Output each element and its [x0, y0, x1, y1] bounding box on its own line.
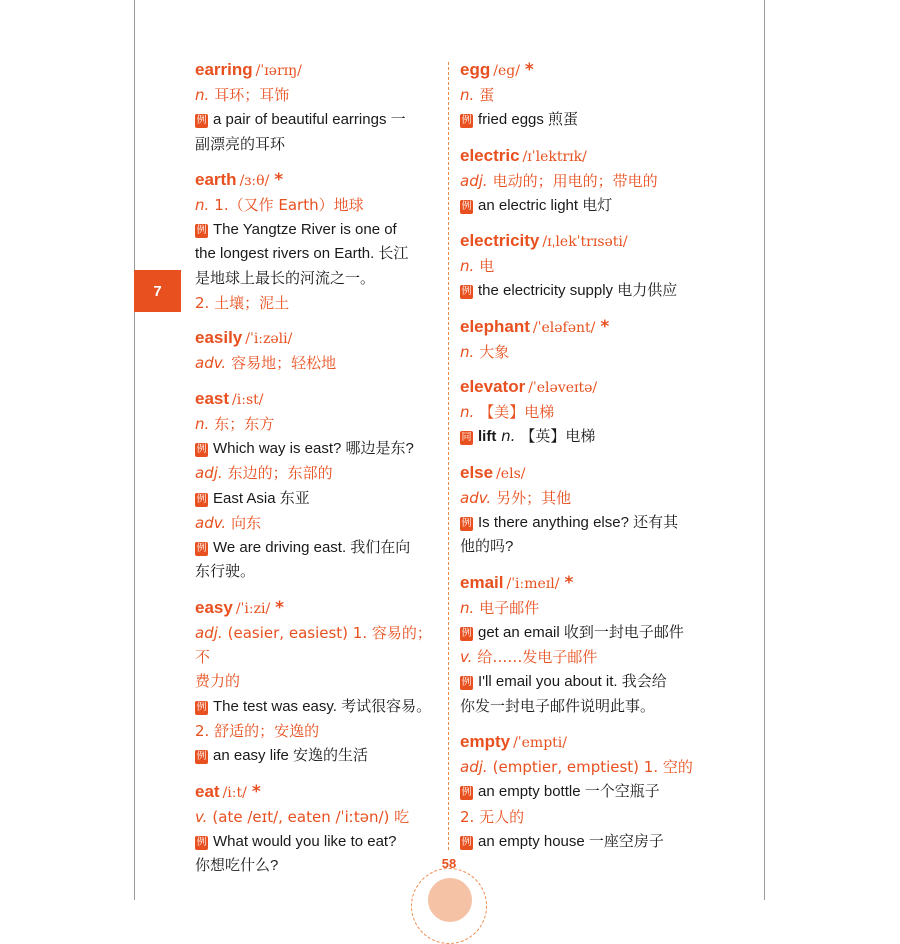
definition-line	[195, 461, 441, 485]
headword: electricity	[460, 231, 540, 251]
example-badge-icon: 例	[461, 677, 472, 689]
definition-line	[195, 621, 441, 670]
dictionary-entry	[460, 58, 720, 133]
definition-text: 费力的	[195, 672, 241, 691]
pronunciation: /ɜːθ/	[239, 172, 270, 189]
headword: elephant	[460, 316, 530, 336]
example-line	[460, 779, 720, 804]
key-word-star-icon: *	[564, 572, 574, 593]
headword: egg	[460, 60, 491, 79]
definition-text: 耳环；耳饰	[214, 86, 290, 104]
entry-headword-line	[195, 780, 441, 805]
dictionary-entry	[195, 780, 441, 879]
definition-line	[460, 755, 720, 779]
left-column	[195, 58, 441, 889]
example-text: Is there anything else? 还有其	[478, 513, 679, 531]
part-of-speech: adj.	[460, 758, 488, 777]
pronunciation: /ˈɪərɪŋ/	[255, 63, 302, 79]
example-badge-icon: 例	[461, 787, 472, 799]
headword: empty	[460, 732, 511, 752]
example-badge-icon: 例	[461, 627, 472, 639]
pronunciation: /ˈiːmeɪl/	[506, 575, 560, 592]
headword: earth	[195, 169, 237, 189]
synonym-word: lift	[478, 428, 497, 446]
headword: elevator	[460, 377, 526, 397]
part-of-speech: v.	[195, 807, 208, 826]
pronunciation: /ˈeləveɪtə/	[528, 380, 598, 397]
example-badge-icon: 例	[196, 493, 207, 505]
example-line	[460, 107, 720, 132]
column-divider	[448, 62, 449, 850]
part-of-speech: n.	[460, 257, 475, 276]
part-of-speech: adv.	[195, 513, 227, 532]
example-badge-icon: 例	[461, 286, 472, 298]
pronunciation: /ˈempti/	[513, 735, 567, 752]
definition-text: (easier, easiest) 1. 容易的；不	[195, 623, 432, 667]
part-of-speech: adv.	[460, 488, 492, 507]
pronunciation: /ɪˌlekˈtrɪsəti/	[542, 234, 628, 251]
definition-text: (emptier, emptiest) 1. 空的	[492, 758, 693, 777]
headword: easily	[195, 328, 243, 348]
page-number-blob	[428, 878, 472, 922]
example-badge-icon: 例	[461, 836, 472, 848]
example-line	[195, 694, 441, 719]
definition-text: 2. 土壤；泥土	[195, 294, 290, 313]
example-text: Which way is east? 哪边是东?	[213, 439, 414, 457]
example-text: an easy life 安逸的生活	[213, 747, 369, 765]
definition-text: 【美】电梯	[479, 403, 555, 422]
entry-headword-line	[195, 326, 441, 351]
example-text: The Yangtze River is one of	[213, 221, 397, 239]
key-word-star-icon: *	[600, 316, 610, 337]
example-text: the electricity supply 电力供应	[478, 282, 678, 300]
example-badge-icon: 例	[196, 225, 207, 237]
example-badge-icon: 例	[196, 836, 207, 848]
example-line	[195, 535, 441, 560]
example-line	[195, 829, 441, 854]
definition-line	[460, 596, 720, 620]
definition-line	[460, 254, 720, 278]
pronunciation: /eg/	[493, 63, 520, 79]
part-of-speech: adj.	[460, 171, 488, 190]
entry-headword-line	[460, 229, 720, 254]
example-badge-icon: 例	[196, 751, 207, 763]
pronunciation: /ɪˈlektrɪk/	[522, 148, 587, 165]
definition-text: 电	[479, 257, 495, 276]
pronunciation: /els/	[496, 465, 526, 482]
example-line	[195, 486, 441, 511]
definition-line	[460, 169, 720, 193]
example-continuation: 你想吃什么?	[195, 857, 279, 875]
definition-text: 蛋	[479, 86, 495, 104]
example-text: an electric light 电灯	[478, 196, 613, 214]
part-of-speech: n.	[460, 342, 475, 361]
part-of-speech: n.	[195, 86, 210, 104]
example-badge-icon: 例	[461, 200, 472, 212]
definition-line	[460, 486, 720, 510]
part-of-speech: n.	[460, 598, 475, 617]
definition-text: 向东	[231, 513, 262, 532]
dictionary-entry	[195, 387, 441, 585]
part-of-speech: n.	[460, 403, 475, 422]
part-of-speech: adj.	[195, 623, 223, 642]
example-line	[460, 510, 720, 535]
definition-text: 2. 舒适的；安逸的	[195, 721, 320, 740]
example-continuation: the longest rivers on Earth. 长江	[195, 245, 409, 263]
dictionary-entry	[460, 571, 720, 719]
definition-text: 2. 无人的	[460, 807, 525, 826]
definition-text: 另外；其他	[496, 488, 572, 507]
definition-line	[195, 291, 441, 315]
entry-headword-line	[460, 315, 720, 340]
chapter-thumb-tab: 7	[134, 270, 181, 312]
entry-headword-line	[195, 168, 441, 193]
entry-headword-line	[460, 461, 720, 486]
example-continuation: 副漂亮的耳环	[195, 135, 286, 153]
dictionary-entry	[195, 596, 441, 769]
definition-text: 东；东方	[214, 414, 275, 433]
dictionary-entry	[460, 229, 720, 304]
part-of-speech: adv.	[195, 354, 227, 373]
definition-line	[460, 645, 720, 669]
example-line	[460, 829, 720, 854]
definition-line	[195, 669, 441, 693]
headword: east	[195, 388, 230, 408]
example-text: get an email 收到一封电子邮件	[478, 623, 684, 641]
entry-headword-line	[195, 58, 441, 83]
dictionary-entry	[195, 168, 441, 315]
example-text: I'll email you about it. 我会给	[478, 673, 667, 691]
part-of-speech: n.	[460, 86, 475, 104]
headword: electric	[460, 145, 520, 165]
definition-line	[460, 340, 720, 364]
example-line	[195, 107, 441, 132]
example-badge-icon: 例	[461, 115, 472, 127]
headword: email	[460, 572, 504, 592]
dictionary-entry	[460, 375, 720, 450]
headword: else	[460, 462, 494, 482]
pronunciation: /iːt/	[222, 784, 247, 801]
example-continuation: 是地球上最长的河流之一。	[195, 269, 376, 287]
example-continuation: 他的吗?	[460, 538, 514, 556]
entry-headword-line	[460, 58, 720, 83]
key-word-star-icon: *	[275, 597, 285, 618]
example-badge-icon: 例	[196, 701, 207, 713]
entry-headword-line	[460, 144, 720, 169]
example-line	[460, 620, 720, 645]
dictionary-entry	[195, 58, 441, 157]
definition-text: 电子邮件	[479, 598, 540, 617]
synonym-text: 【英】电梯	[520, 427, 596, 446]
pronunciation: /iːst/	[232, 391, 264, 408]
example-line	[195, 217, 441, 242]
example-line	[460, 193, 720, 218]
example-continuation: 东行驶。	[195, 563, 256, 581]
pronunciation: /ˈiːzəli/	[245, 331, 293, 348]
example-text: We are driving east. 我们在向	[213, 539, 411, 557]
example-badge-icon: 例	[461, 517, 472, 529]
definition-line	[195, 83, 441, 107]
example-badge-icon: 例	[196, 115, 207, 127]
key-word-star-icon: *	[251, 781, 261, 802]
key-word-star-icon: *	[274, 169, 284, 190]
definition-text: (ate /eɪt/, eaten /ˈiːtən/) 吃	[212, 807, 410, 826]
right-column	[460, 58, 720, 865]
entry-headword-line	[460, 375, 720, 400]
part-of-speech: n.	[501, 427, 516, 446]
example-text: an empty bottle 一个空瓶子	[478, 783, 660, 801]
definition-line	[460, 805, 720, 829]
entry-headword-line	[460, 571, 720, 596]
entry-headword-line	[460, 730, 720, 755]
example-badge-icon: 例	[196, 443, 207, 455]
example-badge-icon: 例	[196, 543, 207, 555]
synonym-badge-icon: 同	[461, 432, 472, 444]
pronunciation: /ˈeləfənt/	[532, 319, 596, 336]
definition-text: 大象	[479, 342, 510, 361]
entry-headword-line	[195, 387, 441, 412]
dictionary-entry	[460, 144, 720, 219]
example-text: a pair of beautiful earrings 一	[213, 111, 406, 129]
key-word-star-icon: *	[524, 60, 534, 80]
example-text: East Asia 东亚	[213, 489, 310, 507]
pronunciation: /ˈiːzi/	[235, 600, 271, 617]
example-text: What would you like to eat?	[213, 832, 397, 850]
definition-line	[195, 719, 441, 743]
part-of-speech: v.	[460, 648, 473, 667]
dictionary-entry	[460, 461, 720, 560]
definition-line	[195, 351, 441, 375]
example-text: an empty house 一座空房子	[478, 832, 664, 850]
definition-text: 1.（又作 Earth）地球	[214, 195, 364, 214]
example-line	[195, 743, 441, 768]
definition-line	[195, 511, 441, 535]
definition-text: 容易地；轻松地	[231, 354, 337, 373]
example-continuation: 你发一封电子邮件说明此事。	[460, 697, 656, 715]
dictionary-entry	[195, 326, 441, 375]
dictionary-entry	[460, 730, 720, 854]
part-of-speech: n.	[195, 414, 210, 433]
definition-line	[195, 193, 441, 217]
part-of-speech: n.	[195, 195, 210, 214]
definition-line	[460, 400, 720, 424]
example-text: The test was easy. 考试很容易。	[213, 697, 432, 715]
definition-text: 电动的；用电的；带电的	[492, 171, 658, 190]
entry-headword-line	[195, 596, 441, 621]
example-line	[460, 669, 720, 694]
definition-line	[195, 805, 441, 829]
example-line	[195, 436, 441, 461]
synonym-line	[460, 424, 720, 449]
headword: easy	[195, 597, 233, 617]
example-text: fried eggs 煎蛋	[478, 111, 579, 129]
dictionary-entry	[460, 315, 720, 364]
page-number: 58	[441, 856, 457, 871]
headword: earring	[195, 60, 253, 79]
example-line	[460, 278, 720, 303]
definition-text: 给……发电子邮件	[477, 648, 598, 667]
part-of-speech: adj.	[195, 464, 223, 483]
definition-line	[195, 412, 441, 436]
headword: eat	[195, 781, 220, 801]
definition-text: 东边的；东部的	[227, 464, 333, 483]
definition-line	[460, 83, 720, 107]
